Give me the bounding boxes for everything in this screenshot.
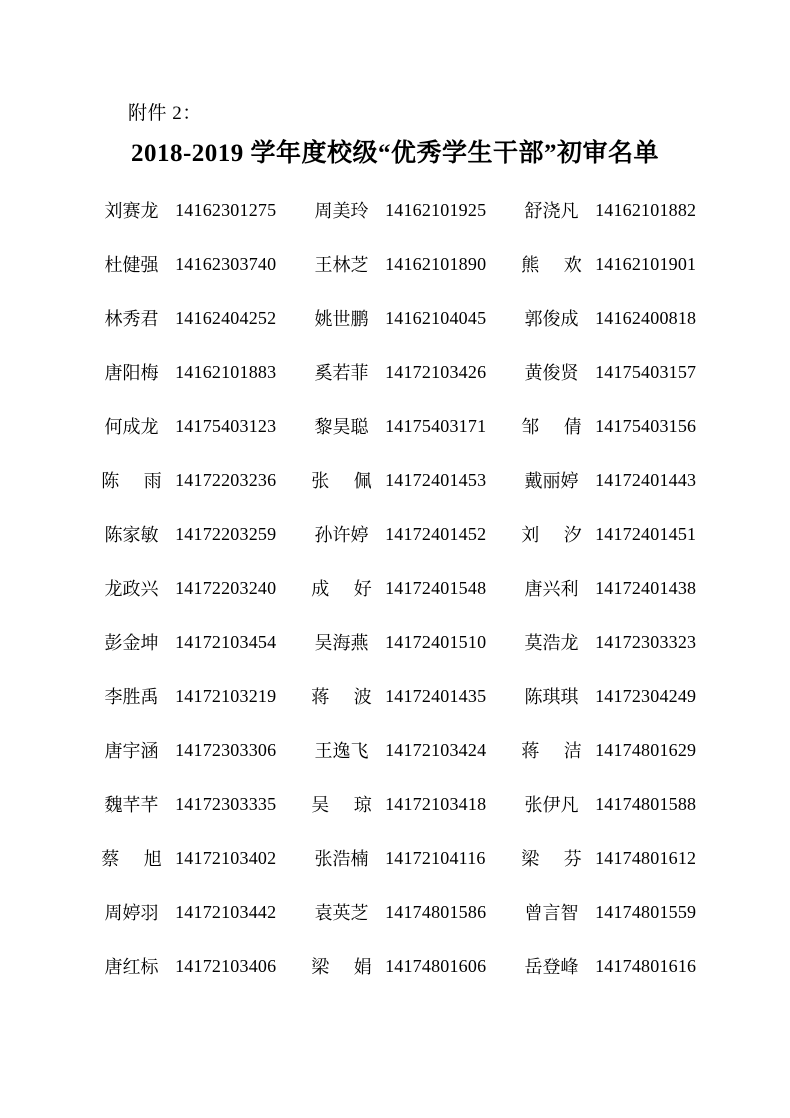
student-name: 奚若菲: [314, 363, 369, 383]
student-name-cell: [298, 399, 385, 453]
student-id-cell: 14172103418: [385, 793, 487, 814]
student-id-cell: 14172401451: [595, 523, 697, 544]
column-spacer: [290, 885, 298, 939]
student-name: 张 佩: [311, 471, 382, 491]
student-id-cell: 14174801559: [595, 901, 697, 922]
student-name-cell: [298, 615, 385, 669]
table-row: [88, 615, 710, 669]
student-name-cell: [298, 453, 385, 507]
student-name-cell: [508, 237, 595, 291]
student-name: 黄俊贤: [524, 363, 579, 383]
column-spacer: [290, 831, 298, 885]
student-id-cell: 14174801588: [595, 793, 697, 814]
column-spacer: [500, 507, 508, 561]
student-name-cell: [298, 183, 385, 237]
student-name: 孙许婷: [314, 525, 369, 545]
student-name: 唐红标: [104, 957, 159, 977]
student-name: 吴海燕: [314, 633, 369, 653]
column-spacer: [500, 777, 508, 831]
student-id-cell: 14172103402: [175, 847, 277, 868]
student-name: 郭俊成: [524, 309, 579, 329]
column-spacer: [500, 399, 508, 453]
table-row: [88, 669, 710, 723]
student-id-cell: 14172203236: [175, 469, 277, 490]
student-id-cell: 14162101925: [385, 199, 487, 220]
student-name-cell: [508, 291, 595, 345]
attachment-label: 附件 2：: [128, 103, 202, 124]
column-spacer: [290, 777, 298, 831]
table-row: [88, 885, 710, 939]
column-spacer: [290, 507, 298, 561]
student-id-cell: 14172104116: [385, 847, 486, 868]
student-name: 张伊凡: [524, 795, 579, 815]
student-id-cell: 14172103219: [175, 685, 277, 706]
student-id-cell: 14172103424: [385, 739, 487, 760]
student-name: 熊 欢: [521, 255, 592, 275]
student-id-cell: 14172401438: [595, 577, 697, 598]
student-name: 蔡 旭: [101, 849, 172, 869]
student-name-cell: [298, 885, 385, 939]
student-id-cell: 14174801629: [595, 739, 697, 760]
student-name-cell: [298, 939, 385, 993]
column-spacer: [500, 669, 508, 723]
student-name-cell: [298, 669, 385, 723]
student-name: 王逸飞: [314, 741, 369, 761]
student-id-cell: 14172401453: [385, 469, 487, 490]
student-name-cell: [88, 669, 175, 723]
student-name-cell: [508, 183, 595, 237]
student-name: 岳登峰: [524, 957, 579, 977]
student-id-cell: 14162101890: [385, 253, 487, 274]
student-name-cell: [298, 291, 385, 345]
student-id-cell: 14162400818: [595, 307, 697, 328]
column-spacer: [500, 615, 508, 669]
table-row: [88, 237, 710, 291]
column-spacer: [290, 183, 298, 237]
table-row: [88, 777, 710, 831]
student-name-cell: [508, 561, 595, 615]
student-name: 梁 娟: [311, 957, 382, 977]
student-id-cell: 14172401510: [385, 631, 487, 652]
student-id-cell: 14162301275: [175, 199, 277, 220]
student-id-cell: 14172103454: [175, 631, 277, 652]
table-row: [88, 345, 710, 399]
student-name: 陈 雨: [101, 471, 172, 491]
student-name-cell: [88, 777, 175, 831]
student-id-cell: 14175403171: [385, 415, 487, 436]
column-spacer: [290, 561, 298, 615]
student-id-cell: 14162101883: [175, 361, 277, 382]
column-spacer: [290, 237, 298, 291]
student-name: 蒋 洁: [521, 741, 592, 761]
student-id-cell: 14172303306: [175, 739, 277, 760]
student-id-cell: 14172203240: [175, 577, 277, 598]
student-name-cell: [88, 453, 175, 507]
student-name: 林秀君: [104, 309, 159, 329]
student-id-cell: 14172103442: [175, 901, 277, 922]
column-spacer: [500, 723, 508, 777]
column-spacer: [290, 399, 298, 453]
student-name-cell: [508, 885, 595, 939]
column-spacer: [500, 939, 508, 993]
table-row: [88, 939, 710, 993]
student-name-cell: [298, 345, 385, 399]
student-name: 吴 琼: [311, 795, 382, 815]
student-id-cell: 14172304249: [595, 685, 697, 706]
student-name-cell: [88, 723, 175, 777]
student-name: 陈琪琪: [524, 687, 579, 707]
student-id-cell: 14162101882: [595, 199, 697, 220]
student-name: 姚世鹏: [314, 309, 369, 329]
name-list-table: [88, 183, 710, 993]
student-id-cell: 14172103426: [385, 361, 487, 382]
column-spacer: [290, 669, 298, 723]
student-name-cell: [508, 831, 595, 885]
student-name: 莫浩龙: [524, 633, 579, 653]
student-name-cell: [508, 723, 595, 777]
student-name-cell: [88, 561, 175, 615]
student-name-cell: [508, 777, 595, 831]
student-id-cell: 14172401435: [385, 685, 487, 706]
student-id-cell: 14174801616: [595, 955, 697, 976]
student-name: 梁 芬: [521, 849, 592, 869]
student-id-cell: 14162101901: [595, 253, 697, 274]
student-name-cell: [298, 507, 385, 561]
name-list-body: [88, 183, 710, 993]
student-name: 戴丽婷: [524, 471, 579, 491]
student-name-cell: [508, 615, 595, 669]
student-name-cell: [508, 453, 595, 507]
student-id-cell: 14175403123: [175, 415, 277, 436]
student-name-cell: [88, 831, 175, 885]
student-name-cell: [88, 183, 175, 237]
student-name: 唐兴利: [524, 579, 579, 599]
student-name-cell: [298, 831, 385, 885]
student-id-cell: 14172401443: [595, 469, 697, 490]
table-row: [88, 399, 710, 453]
student-name: 李胜禹: [104, 687, 159, 707]
student-name: 刘赛龙: [104, 201, 159, 221]
student-id-cell: 14174801586: [385, 901, 487, 922]
student-id-cell: 14172401452: [385, 523, 487, 544]
student-name: 何成龙: [104, 417, 159, 437]
student-id-cell: 14162104045: [385, 307, 487, 328]
student-id-cell: 14175403157: [595, 361, 697, 382]
student-id-cell: 14162404252: [175, 307, 277, 328]
column-spacer: [500, 183, 508, 237]
student-name: 唐宇涵: [104, 741, 159, 761]
student-name: 王林芝: [314, 255, 369, 275]
student-id-cell: 14174801606: [385, 955, 487, 976]
column-spacer: [500, 291, 508, 345]
student-name-cell: [298, 561, 385, 615]
student-name: 蒋 波: [311, 687, 382, 707]
student-name: 黎昊聪: [314, 417, 369, 437]
table-row: [88, 561, 710, 615]
table-row: [88, 453, 710, 507]
student-name-cell: [88, 615, 175, 669]
column-spacer: [290, 291, 298, 345]
student-name-cell: [508, 399, 595, 453]
column-spacer: [290, 345, 298, 399]
student-name-cell: [298, 777, 385, 831]
column-spacer: [500, 885, 508, 939]
student-id-cell: 14172203259: [175, 523, 277, 544]
student-name: 周婷羽: [104, 903, 159, 923]
student-name: 成 好: [311, 579, 382, 599]
student-name-cell: [298, 237, 385, 291]
student-name-cell: [88, 237, 175, 291]
table-row: [88, 723, 710, 777]
student-id-cell: 14172401548: [385, 577, 487, 598]
student-id-cell: 14172303323: [595, 631, 697, 652]
student-name-cell: [508, 345, 595, 399]
student-name-cell: [508, 939, 595, 993]
student-id-cell: 14172103406: [175, 955, 277, 976]
student-id-cell: 14174801612: [595, 847, 697, 868]
table-row: [88, 831, 710, 885]
table-row: [88, 183, 710, 237]
table-row: [88, 507, 710, 561]
student-name: 刘 汐: [521, 525, 592, 545]
column-spacer: [500, 237, 508, 291]
column-spacer: [290, 939, 298, 993]
student-name-cell: [88, 507, 175, 561]
student-name: 周美玲: [314, 201, 369, 221]
student-id-cell: 14172303335: [175, 793, 277, 814]
column-spacer: [500, 831, 508, 885]
student-name: 唐阳梅: [104, 363, 159, 383]
student-name-cell: [88, 939, 175, 993]
table-row: [88, 291, 710, 345]
column-spacer: [290, 615, 298, 669]
student-name: 曾言智: [524, 903, 579, 923]
student-name-cell: [298, 723, 385, 777]
student-name-cell: [88, 345, 175, 399]
student-name: 张浩楠: [314, 849, 369, 869]
student-name: 邹 倩: [521, 417, 592, 437]
student-name-cell: [88, 399, 175, 453]
student-name-cell: [508, 507, 595, 561]
student-name-cell: [508, 669, 595, 723]
column-spacer: [500, 453, 508, 507]
student-name: 龙政兴: [104, 579, 159, 599]
student-id-cell: 14162303740: [175, 253, 277, 274]
student-name: 袁英芝: [314, 903, 369, 923]
student-id-cell: 14175403156: [595, 415, 697, 436]
student-name: 彭金坤: [104, 633, 159, 653]
student-name: 魏芊芊: [104, 795, 159, 815]
column-spacer: [500, 561, 508, 615]
column-spacer: [290, 723, 298, 777]
student-name-cell: [88, 885, 175, 939]
student-name-cell: [88, 291, 175, 345]
student-name: 杜健强: [104, 255, 159, 275]
student-name: 舒浇凡: [524, 201, 579, 221]
column-spacer: [500, 345, 508, 399]
student-name: 陈家敏: [104, 525, 159, 545]
page-title: 2018-2019 学年度校级“优秀学生干部”初审名单: [130, 140, 660, 167]
column-spacer: [290, 453, 298, 507]
